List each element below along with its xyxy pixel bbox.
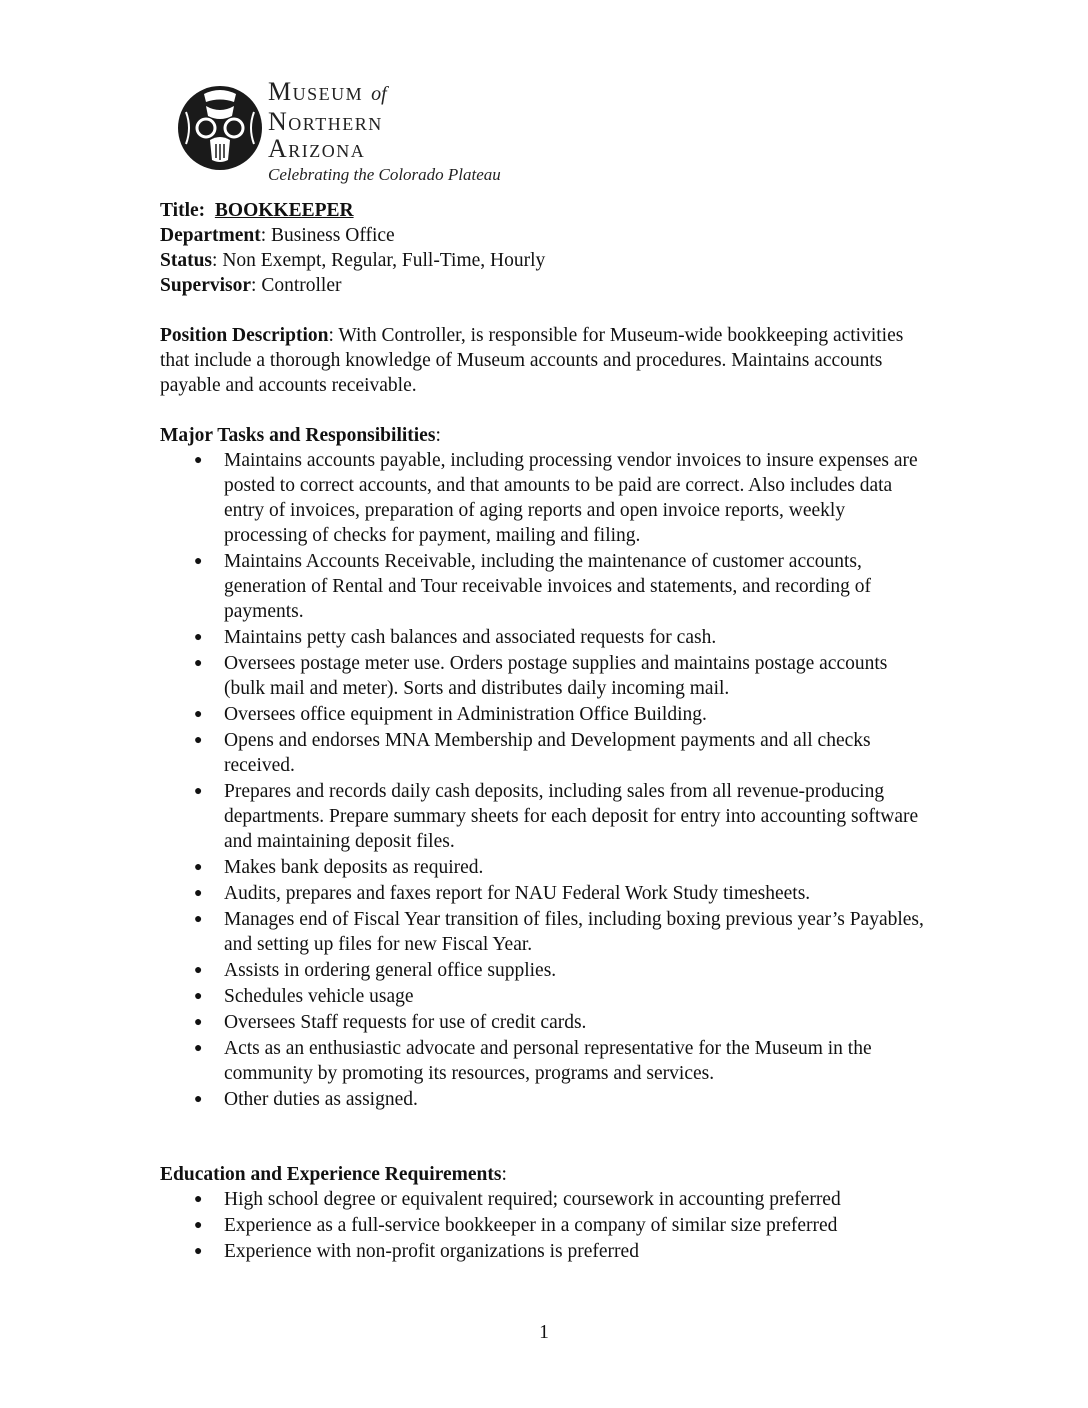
bullet-icon: ● <box>194 1218 203 1233</box>
status-value: Non Exempt, Regular, Full-Time, Hourly <box>222 250 546 271</box>
education-section <box>160 1162 930 1264</box>
list-item-text: Other duties as assigned. <box>224 1089 418 1110</box>
bullet-icon: ● <box>194 860 203 875</box>
bullet-icon: ● <box>194 912 203 927</box>
list-item <box>160 625 930 650</box>
status-label: Status <box>160 250 213 271</box>
tasks-heading: Major Tasks and Responsibilities: <box>160 425 441 446</box>
list-item-text: Opens and endorses MNA Membership and Development payments and all checks received. <box>224 730 871 776</box>
museum-emblem-icon <box>176 72 264 184</box>
education-heading: Education and Experience Requirements: <box>160 1164 507 1185</box>
list-item-text: Audits, prepares and faxes report for NAU Federal Work Study timesheets. <box>224 883 811 904</box>
department-value: Business Office <box>271 225 395 246</box>
logo-of: of <box>371 83 387 105</box>
tasks-section <box>160 423 930 1112</box>
list-item-text: Assists in ordering general office supplies. <box>224 960 557 981</box>
logo-line-northern: Northern <box>268 107 383 136</box>
list-item-text: Manages end of Fiscal Year transition of files, including boxing previous year’s Payables, and setting up files for new Fiscal Year. <box>224 909 924 955</box>
supervisor-label: Supervisor <box>160 275 252 296</box>
bullet-icon: ● <box>194 1244 203 1259</box>
list-item <box>160 448 930 548</box>
list-item <box>160 651 930 701</box>
list-item <box>160 1187 930 1212</box>
list-item-text: Oversees office equipment in Administration Office Building. <box>224 704 707 725</box>
museum-name <box>268 78 387 162</box>
list-item-text: Experience as a full-service bookkeeper in a company of similar size preferred <box>224 1215 838 1236</box>
bullet-icon: ● <box>194 733 203 748</box>
list-item-text: Maintains Accounts Receivable, including the maintenance of customer accounts, generation of Rental and Tour receivable invoices and statements, and recording of payments. <box>224 551 871 622</box>
document-body <box>160 198 930 1265</box>
list-item-text: Oversees Staff requests for use of credit cards. <box>224 1012 587 1033</box>
list-item <box>160 984 930 1009</box>
list-item-text: Schedules vehicle usage <box>224 986 414 1007</box>
supervisor-field: Supervisor: Controller <box>160 275 342 296</box>
list-item-text: Makes bank deposits as required. <box>224 857 484 878</box>
tasks-label: Major Tasks and Responsibilities <box>160 425 436 446</box>
list-item <box>160 1213 930 1238</box>
bullet-icon: ● <box>194 989 203 1004</box>
list-item-text: Maintains petty cash balances and associated requests for cash. <box>224 627 717 648</box>
list-item <box>160 1239 930 1264</box>
bullet-icon: ● <box>194 554 203 569</box>
bullet-icon: ● <box>194 1041 203 1056</box>
list-item <box>160 728 930 778</box>
bullet-icon: ● <box>194 784 203 799</box>
education-list <box>160 1187 930 1264</box>
list-item <box>160 1010 930 1035</box>
list-item-text: Prepares and records daily cash deposits, including sales from all revenue-producing departments. Prepare summary sheets for each deposit for entry into accounting software and maintaining deposit files. <box>224 781 919 852</box>
title-field: Title: BOOKKEEPER <box>160 200 354 221</box>
bullet-icon: ● <box>194 886 203 901</box>
list-item <box>160 855 930 880</box>
list-item <box>160 702 930 727</box>
list-item <box>160 881 930 906</box>
list-item <box>160 1036 930 1086</box>
list-item-text: Oversees postage meter use. Orders postage supplies and maintains postage accounts (bulk mail and meter). Sorts and distributes daily incoming mail. <box>224 653 888 699</box>
list-item-text: High school degree or equivalent required; coursework in accounting preferred <box>224 1189 841 1210</box>
list-item-text: Experience with non-profit organizations is preferred <box>224 1241 639 1262</box>
position-description-label: Position Description <box>160 325 329 346</box>
page-number: 1 <box>539 1322 549 1343</box>
bullet-icon: ● <box>194 1092 203 1107</box>
title-label: Title <box>160 200 199 221</box>
bullet-icon: ● <box>194 963 203 978</box>
logo-line-museum: Museum <box>268 77 364 106</box>
position-description-text: With Controller, is responsible for Museum-wide bookkeeping activities that include a thorough knowledge of Museum accounts and procedures. Maintains accounts payable and accounts receivable. <box>160 325 904 396</box>
education-label: Education and Experience Requirements <box>160 1164 502 1185</box>
list-item <box>160 779 930 854</box>
list-item <box>160 958 930 983</box>
position-description: Position Description: With Controller, is responsible for Museum-wide bookkeeping activities that include a thorough knowledge of Museum accounts and procedures. Maintains accounts payable and accounts receivable. <box>160 325 904 396</box>
bullet-icon: ● <box>194 707 203 722</box>
bullet-icon: ● <box>194 1015 203 1030</box>
bullet-icon: ● <box>194 656 203 671</box>
logo-tagline: Celebrating the Colorado Plateau <box>268 165 501 184</box>
list-item <box>160 907 930 957</box>
list-item <box>160 1087 930 1112</box>
bullet-icon: ● <box>194 630 203 645</box>
list-item-text: Maintains accounts payable, including processing vendor invoices to insure expenses are posted to correct accounts, and that amounts to be paid are correct. Also includes data entry of invoices, preparation of aging reports and open invoice reports, weekly processing of checks for payment, mailing and filing. <box>224 450 918 546</box>
supervisor-value: Controller <box>261 275 342 296</box>
tasks-list <box>160 448 930 1112</box>
department-label: Department <box>160 225 261 246</box>
bullet-icon: ● <box>194 1192 203 1207</box>
logo-line-arizona: Arizona <box>268 134 366 163</box>
status-field: Status: Non Exempt, Regular, Full-Time, Hourly <box>160 250 546 271</box>
list-item <box>160 549 930 624</box>
job-title: BOOKKEEPER <box>214 200 354 221</box>
bullet-icon: ● <box>194 453 203 468</box>
department-field: Department: Business Office <box>160 225 395 246</box>
list-item-text: Acts as an enthusiastic advocate and personal representative for the Museum in the community by promoting its resources, programs and services. <box>224 1038 872 1084</box>
museum-logo <box>176 72 536 184</box>
